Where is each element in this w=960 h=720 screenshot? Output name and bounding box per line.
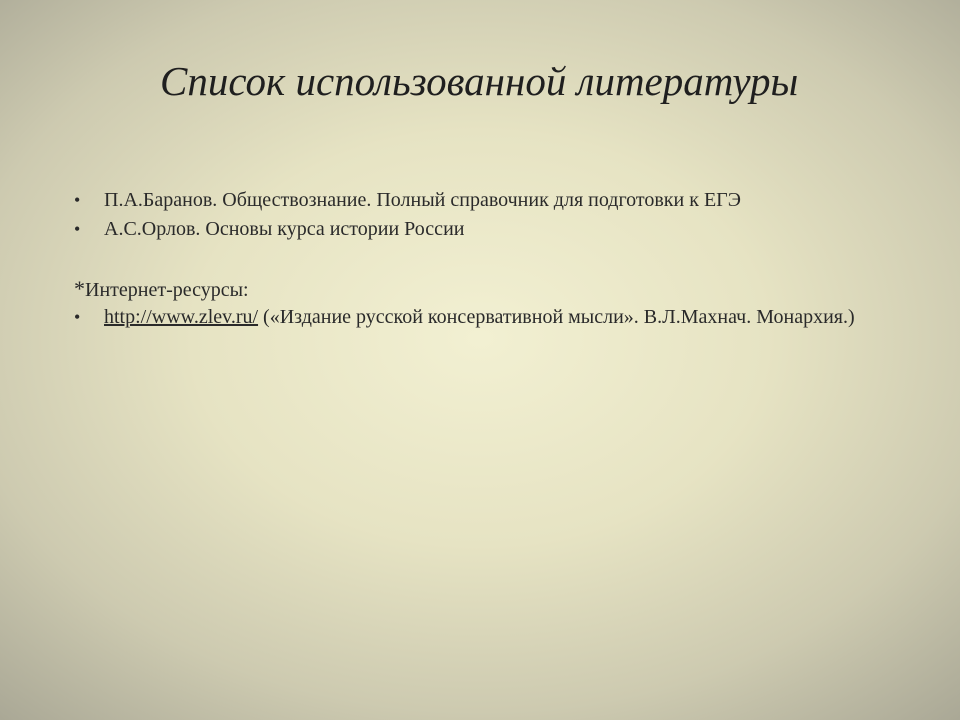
- book-entry: П.А.Баранов. Обществознание. Полный справочник для подготовки к ЕГЭ: [104, 189, 741, 211]
- resource-description: («Издание русской консервативной мысли». В.Л.Махнач. Монархия.): [258, 306, 855, 328]
- resources-heading-label: Интернет-ресурсы:: [85, 279, 249, 301]
- resources-list: [74, 303, 914, 332]
- bullet-icon: •: [74, 307, 81, 327]
- resources-heading: [74, 274, 249, 305]
- list-item: [74, 215, 914, 244]
- list-item: [74, 303, 914, 332]
- book-entry: А.С.Орлов. Основы курса истории России: [104, 218, 465, 240]
- asterisk-icon: *: [74, 276, 85, 301]
- bullet-icon: •: [74, 190, 81, 210]
- books-list: [74, 186, 914, 244]
- resource-link[interactable]: http://www.zlev.ru/: [104, 306, 259, 328]
- slide-title: Список использованной литературы: [160, 58, 799, 104]
- list-item: [74, 186, 914, 215]
- bullet-icon: •: [74, 219, 81, 239]
